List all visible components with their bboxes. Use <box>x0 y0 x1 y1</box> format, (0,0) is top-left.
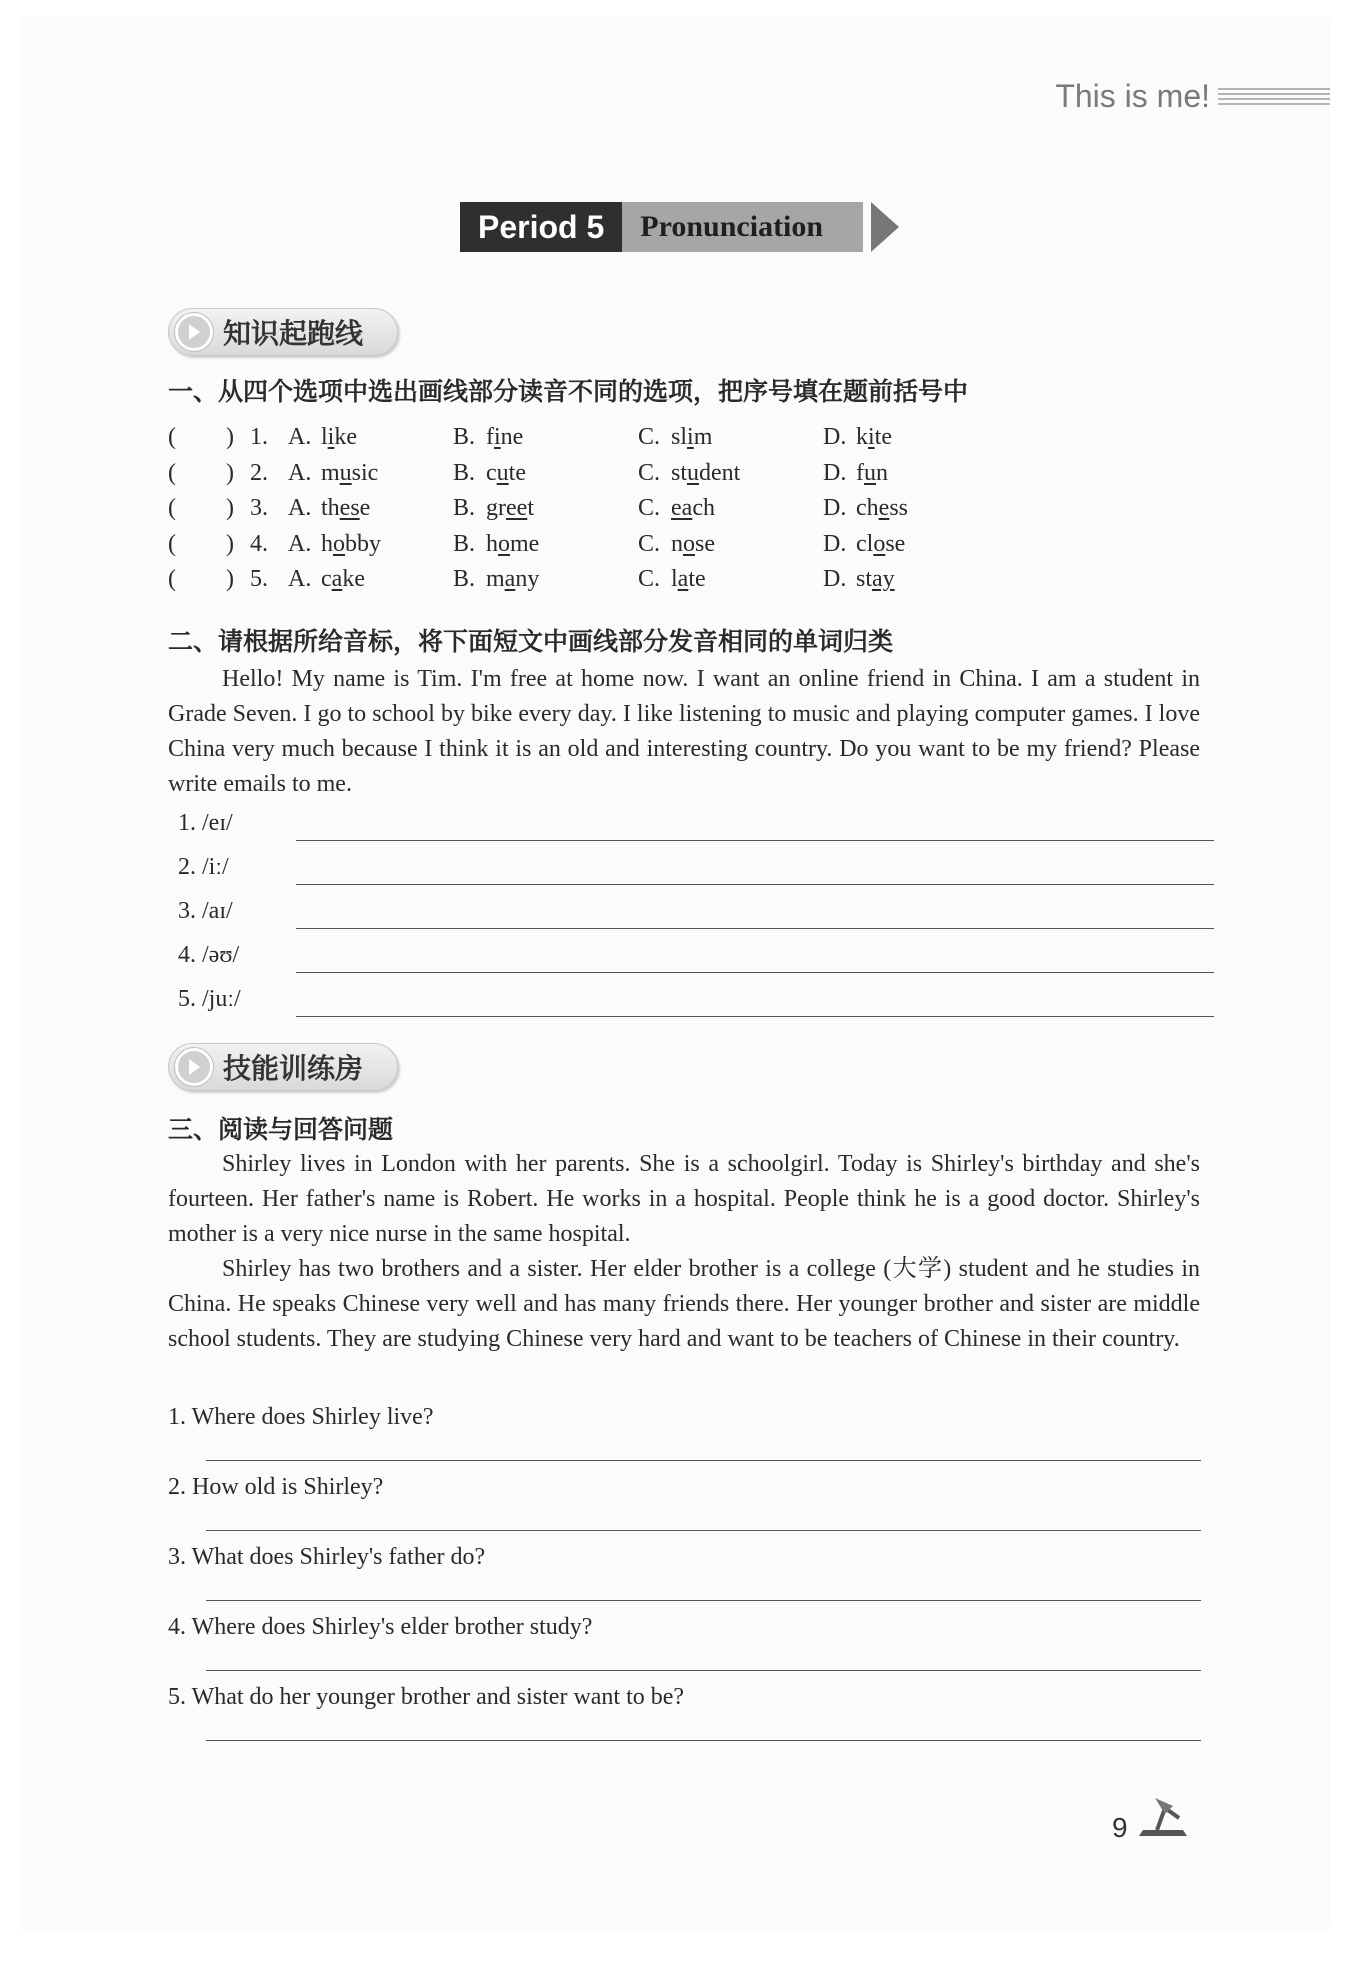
answer-paren-close: ) <box>226 424 234 450</box>
option-letter: B. <box>453 495 476 521</box>
option-letter: A. <box>288 530 312 557</box>
mc-row <box>168 566 1168 601</box>
answer-line[interactable] <box>296 884 1214 885</box>
option-word: like <box>321 424 357 450</box>
option-letter: B. <box>453 530 476 557</box>
answer-line[interactable] <box>296 1016 1214 1017</box>
option-letter: D. <box>823 459 847 486</box>
reading-text-1: Shirley lives in London with her parents. She is a schoolgirl. Today is Shirley's birthday and she's fourteen. Her father's name is Robert. He works in a hospital. People think he is a good doctor. Shirley's mother is a very nice nurse in the same hospital. <box>168 1151 1200 1247</box>
answer-paren-open[interactable]: ( <box>168 566 176 592</box>
answer-paren-close: ) <box>226 530 234 557</box>
option-letter: A. <box>288 566 312 592</box>
arrow-right-icon <box>871 202 899 252</box>
section-pill-label: 知识起跑线 <box>223 317 364 350</box>
play-circle-icon <box>175 313 213 351</box>
phonetic-label: 2. /iː/ <box>178 854 229 880</box>
answer-line[interactable] <box>206 1600 1201 1601</box>
answer-line[interactable] <box>206 1740 1201 1741</box>
option-letter: B. <box>453 566 476 592</box>
question-number: 5. <box>250 566 268 592</box>
mc-row <box>168 424 1168 459</box>
option-word: many <box>486 566 540 592</box>
option-word: close <box>856 530 906 557</box>
option-word: hobby <box>321 530 381 557</box>
section-pill-label: 技能训练房 <box>223 1052 364 1085</box>
option-letter: C. <box>638 459 661 486</box>
phonetic-label: 1. /eɪ/ <box>178 810 233 836</box>
option-word: nose <box>671 530 715 557</box>
question-text: 4. Where does Shirley's elder brother study? <box>168 1614 593 1640</box>
option-word: cute <box>486 459 526 486</box>
option-word: late <box>671 566 706 592</box>
question-number: 2. <box>250 459 268 486</box>
reading-para-1 <box>168 1147 1200 1252</box>
period-label: Period 5 <box>460 202 622 252</box>
option-word: cake <box>321 566 365 592</box>
reading-text-2: Shirley has two brothers and a sister. Her elder brother is a college (大学) student and he studies in China. He speaks Chinese very well and has many friends there. Her younger brother and sister are middle school students. They are studying Chinese very hard and want to be teachers of Chinese in their country. <box>168 1256 1200 1352</box>
question-number: 3. <box>250 495 268 521</box>
section2-heading: 二、请根据所给音标，将下面短文中画线部分发音相同的单词归类 <box>168 627 894 656</box>
question-number: 4. <box>250 530 268 557</box>
passage-text: Hello! My name is Tim. I'm free at home now. I want an online friend in China. I am a student in Grade Seven. I go to school by bike every day. I like listening to music and playing computer games. I love China very much because I think it is an old and interesting country. Do you want to be my friend? Please write emails to me. <box>168 666 1200 797</box>
running-header: This is me! <box>1055 78 1210 114</box>
option-letter: D. <box>823 424 847 450</box>
option-word: fine <box>486 424 524 450</box>
option-letter: C. <box>638 495 661 521</box>
option-word: each <box>671 495 715 521</box>
answer-line[interactable] <box>206 1670 1201 1671</box>
option-word: music <box>321 459 379 486</box>
answer-paren-open[interactable]: ( <box>168 495 176 521</box>
play-circle-icon <box>175 1048 213 1086</box>
option-letter: B. <box>453 424 476 450</box>
mc-row <box>168 531 1168 566</box>
option-letter: C. <box>638 424 661 450</box>
option-letter: A. <box>288 459 312 486</box>
desk-lamp-icon <box>1135 1792 1191 1840</box>
option-word: stay <box>856 566 895 592</box>
answer-line[interactable] <box>206 1460 1201 1461</box>
answer-paren-open[interactable]: ( <box>168 459 176 486</box>
option-word: fun <box>856 459 888 486</box>
question-number: 1. <box>250 424 268 450</box>
question-text: 3. What does Shirley's father do? <box>168 1544 486 1570</box>
answer-line[interactable] <box>296 972 1214 973</box>
phonetic-label: 3. /aɪ/ <box>178 898 233 924</box>
option-letter: C. <box>638 566 661 592</box>
option-letter: B. <box>453 459 476 486</box>
stripes-icon <box>1218 88 1330 112</box>
mc-row <box>168 495 1168 530</box>
option-word: student <box>671 459 741 486</box>
page-number: 9 <box>1112 1812 1128 1843</box>
question-text: 2. How old is Shirley? <box>168 1474 384 1500</box>
option-letter: C. <box>638 530 661 557</box>
question-text: 5. What do her younger brother and sister want to be? <box>168 1684 685 1710</box>
section-pill-1 <box>168 308 398 356</box>
answer-line[interactable] <box>206 1530 1201 1531</box>
option-word: home <box>486 530 540 557</box>
answer-paren-close: ) <box>226 459 234 486</box>
section-pill-2 <box>168 1043 398 1091</box>
phonetic-label: 5. /juː/ <box>178 986 241 1012</box>
option-word: these <box>321 495 371 521</box>
option-word: greet <box>486 495 534 521</box>
option-letter: D. <box>823 495 847 521</box>
section2-passage <box>168 662 1200 802</box>
topic-label: Pronunciation <box>622 202 863 252</box>
workbook-page <box>20 16 1330 1931</box>
answer-paren-open[interactable]: ( <box>168 424 176 450</box>
answer-line[interactable] <box>296 840 1214 841</box>
option-word: chess <box>856 495 908 521</box>
section3-heading: 三、阅读与回答问题 <box>168 1115 394 1144</box>
period-banner <box>460 202 899 252</box>
answer-paren-open[interactable]: ( <box>168 530 176 557</box>
answer-paren-close: ) <box>226 495 234 521</box>
option-letter: D. <box>823 530 847 557</box>
option-letter: D. <box>823 566 847 592</box>
answer-line[interactable] <box>296 928 1214 929</box>
reading-para-2 <box>168 1252 1200 1357</box>
option-word: slim <box>671 424 713 450</box>
question-text: 1. Where does Shirley live? <box>168 1404 434 1430</box>
mc-row <box>168 460 1168 495</box>
section1-heading: 一、从四个选项中选出画线部分读音不同的选项，把序号填在题前括号中 <box>168 377 969 406</box>
option-letter: A. <box>288 495 312 521</box>
phonetic-label: 4. /əʊ/ <box>178 942 240 968</box>
option-letter: A. <box>288 424 312 450</box>
option-word: kite <box>856 424 892 450</box>
answer-paren-close: ) <box>226 566 234 592</box>
